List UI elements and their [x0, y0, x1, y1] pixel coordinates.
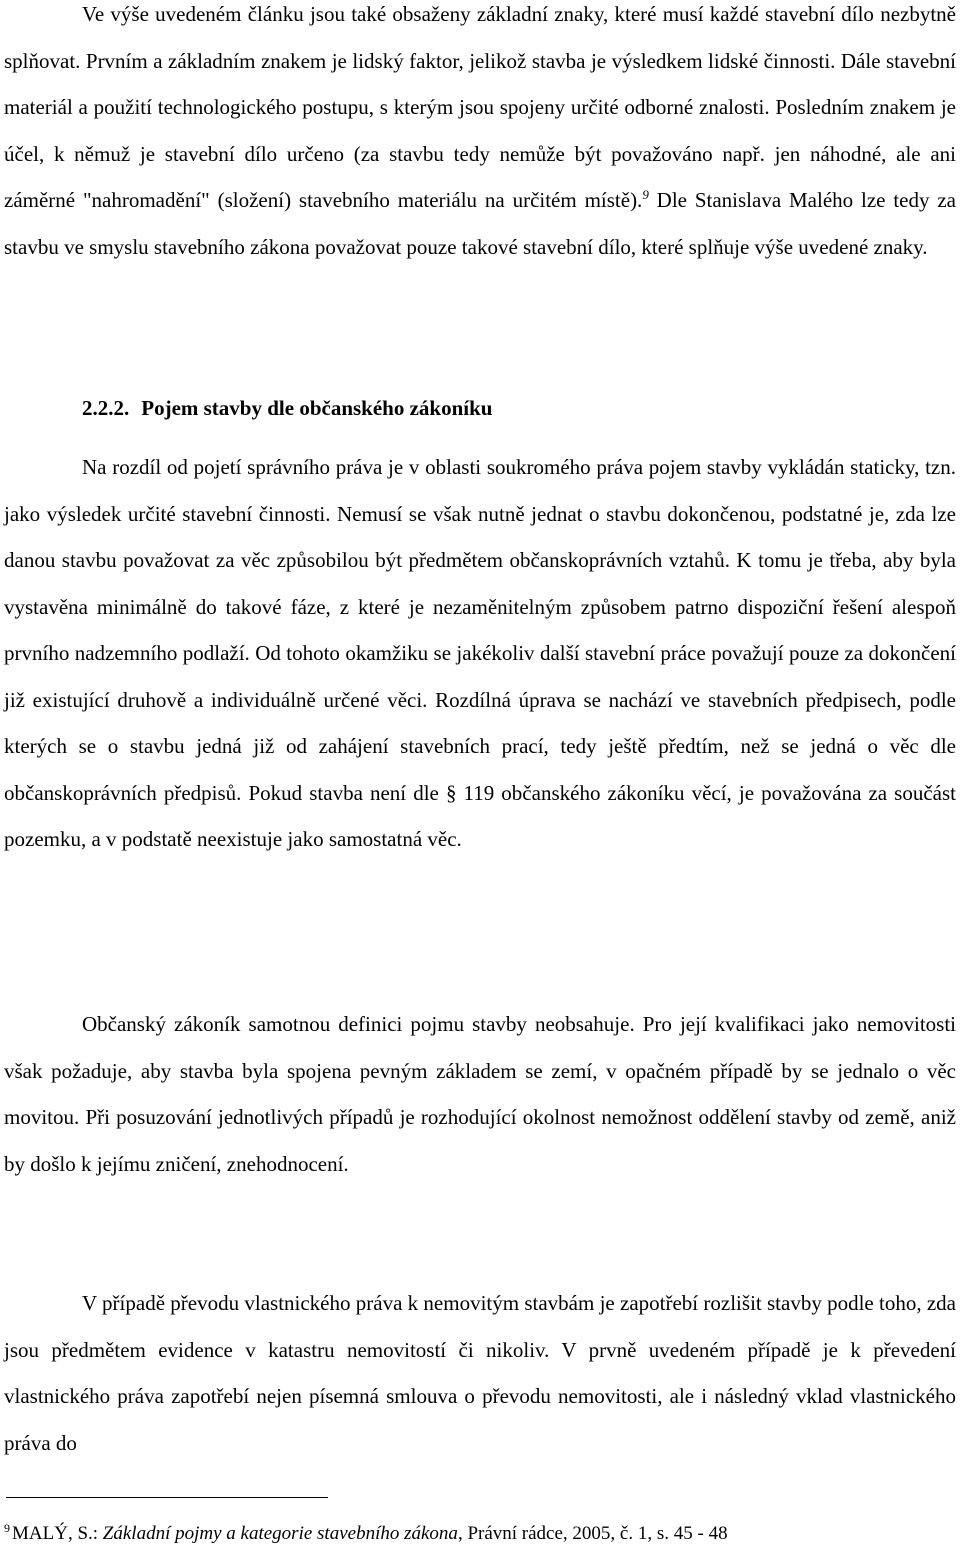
footnote-source: , Právní rádce, 2005, č. 1, s. 45 - 48 [457, 1523, 728, 1544]
paragraph-private-law-concept: Na rozdíl od pojetí správního práva je v oblasti soukromého práva pojem stavby vykládán staticky, tzn. jako výsledek určité stavební činnosti. Nemusí se však nutně jednat o stavbu dokončenou, podstatné je, zda lze danou stavbu považovat za věc způsobilou být předmětem občanskoprávních vztahů. K tomu je třeba, aby byla vystavěna minimálně do takové fáze, z které je nezaměnitelným způsobem patrno dispoziční řešení alespoň prvního nadzemního podlaží. Od tohoto okamžiku se jakékoliv další stavební práce považují pouze za dokončení již existující druhově a individuálně určené věci. Rozdílná úprava se nachází ve stavebních předpisech, podle kterých se o stavbu jedná již od zahájení stavebních prací, tedy ještě předtím, než se jedná o věc dle občanskoprávních předpisů. Pokud stavba není dle § 119 občanského zákoníku věcí, je považována za součást pozemku, a v podstatě neexistuje jako samostatná věc. [4, 455, 956, 851]
footnote-reference: 9 [642, 187, 649, 202]
footnote-author: MALÝ, S.: [12, 1523, 103, 1544]
paragraph-text: Ve výše uvedeném článku jsou také obsaženy základní znaky, které musí každé stavební dílo nezbytně splňovat. Prvním a základním znakem je lidský faktor, jelikož stavba je výsledkem lidské činnosti. Dále stavební materiál a použití technologického postupu, s kterým jsou spojeny určité odborné znalosti. Posledním znakem je účel, k němuž je stavební dílo určeno (za stavbu tedy nemůže být považováno např. jen náhodné, ale ani záměrné "nahromadění" (složení) stavebního materiálu na určitém místě). [4, 2, 956, 212]
paragraph-text-continued: Dle Stanislava Malého lze tedy za stavbu ve smyslu stavebního zákona považovat pouze takové stavební dílo, které splňuje výše uvedené znaky. [4, 188, 956, 259]
footnote-title: Základní pojmy a kategorie stavebního zákona [102, 1523, 458, 1544]
section-number: 2.2.2. [82, 396, 130, 420]
section-title: Pojem stavby dle občanského zákoníku [141, 396, 493, 420]
footnote-marker: 9 [4, 1520, 10, 1535]
section-heading [82, 388, 492, 428]
paragraph-civil-code-definition: Občanský zákoník samotnou definici pojmu stavby neobsahuje. Pro její kvalifikaci jako nemovitosti však požaduje, aby stavba byla spojena pevným základem se zemí, v opačném případě by se jednalo o věc movitou. Při posuzování jednotlivých případů je rozhodující okolnost nemožnost oddělení stavby od země, aniž by došlo k jejímu zničení, znehodnocení. [4, 1012, 956, 1176]
paragraph-building-characteristics [4, 0, 956, 270]
paragraph-ownership-transfer: V případě převodu vlastnického práva k nemovitým stavbám je zapotřebí rozlišit stavby podle toho, zda jsou předmětem evidence v katastru nemovitostí či nikoliv. V prvně uvedeném případě je k převedení vlastnického práva zapotřebí nejen písemná smlouva o převodu nemovitosti, ale i následný vklad vlastnického práva do [4, 1291, 956, 1455]
footnote-separator [6, 1497, 328, 1498]
footnote [4, 1522, 728, 1546]
